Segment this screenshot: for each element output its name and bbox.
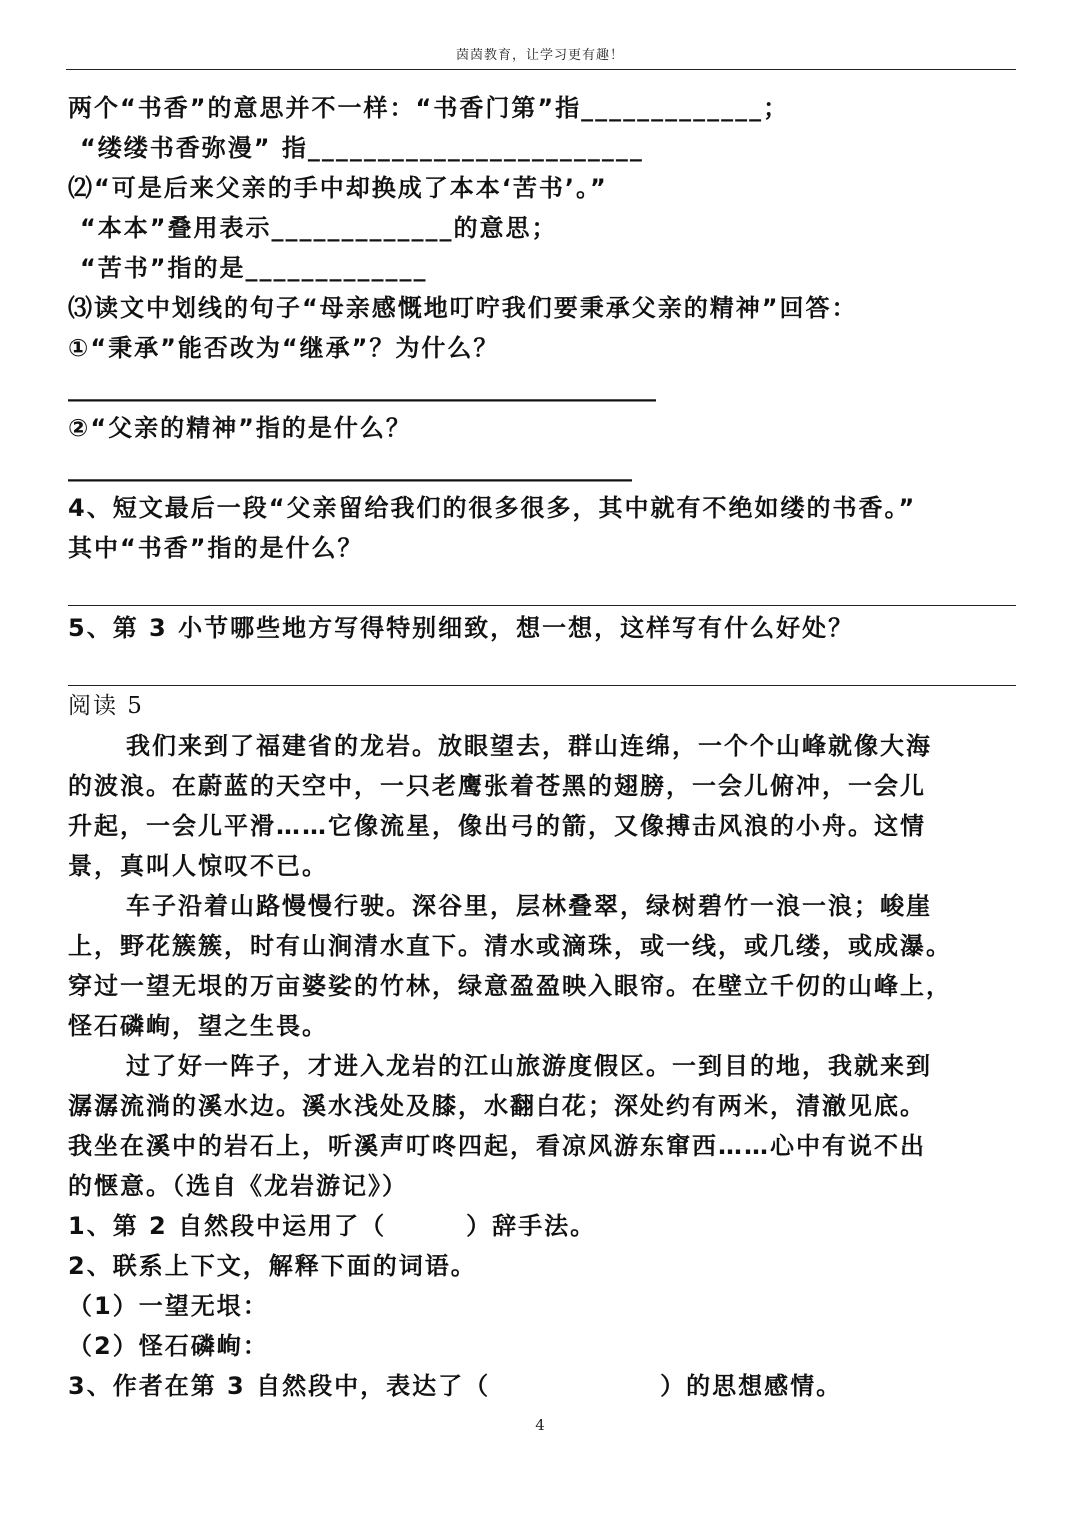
answer-blank[interactable]: ________________________ xyxy=(307,134,644,162)
passage-line: 怪石磷峋，望之生畏。 xyxy=(68,1012,328,1040)
question-line: ⑵“可是后来父亲的手中却换成了本本‘苦书’。” xyxy=(68,174,608,202)
passage-line: 我们来到了福建省的龙岩。放眼望去，群山连绵，一个个山峰就像大海 xyxy=(126,732,932,760)
question-line: （1）一望无垠： xyxy=(68,1292,269,1320)
reading-title: 阅读 5 xyxy=(68,693,144,719)
passage-line: 升起，一会儿平滑……它像流星，像出弓的箭，又像搏击风浪的小舟。这情 xyxy=(68,812,926,840)
question-line: ②“父亲的精神”指的是什么？ xyxy=(68,414,412,442)
passage-line: 的惬意。（选自《龙岩游记》） xyxy=(68,1172,408,1200)
passage-line: 的波浪。在蔚蓝的天空中，一只老鹰张着苍黑的翅膀，一会儿俯冲，一会儿 xyxy=(68,772,926,800)
question-line: （2）怪石磷峋： xyxy=(68,1332,269,1360)
question-line: 两个“书香”的意思并不一样：“书香门第”指_____________； xyxy=(68,94,790,122)
passage-line: 穿过一望无垠的万亩婆娑的竹林，绿意盈盈映入眼帘。在壁立千仞的山峰上， xyxy=(68,972,952,1000)
page-header: 茵茵教育，让学习更有趣！ xyxy=(455,48,624,63)
question-line: 1、第 2 自然段中运用了（ ）辞手法。 xyxy=(68,1212,597,1240)
worksheet-content xyxy=(68,88,1018,1406)
passage-line: 潺潺流淌的溪水边。溪水浅处及膝，水翻白花；深处约有两米，清澈见底。 xyxy=(68,1092,926,1120)
question-line: “苦书”指的是_____________ xyxy=(80,254,428,282)
question-line: 2、联系上下文，解释下面的词语。 xyxy=(68,1252,477,1280)
passage-line: 车子沿着山路慢慢行驶。深谷里，层林叠翠，绿树碧竹一浪一浪；峻崖 xyxy=(126,892,932,920)
question-line: “本本”叠用表示_____________的意思； xyxy=(80,214,558,242)
passage-line: 景，真叫人惊叹不已。 xyxy=(68,852,328,880)
question-line: ⑶读文中划线的句子“母亲感慨地叮咛我们要秉承父亲的精神”回答： xyxy=(68,294,858,322)
page-number: 4 xyxy=(535,1416,545,1434)
passage-line: 上，野花簇簇，时有山涧清水直下。清水或滴珠，或一线，或几缕，或成瀑。 xyxy=(68,932,952,960)
passage-line: 过了好一阵子，才进入龙岩的江山旅游度假区。一到目的地，我就来到 xyxy=(126,1052,932,1080)
question-line: 4、短文最后一段“父亲留给我们的很多很多，其中就有不绝如缕的书香。” xyxy=(68,494,917,522)
answer-rule[interactable] xyxy=(68,605,1016,606)
header-divider xyxy=(66,69,1016,70)
question-line: 5、第 3 小节哪些地方写得特别细致，想一想，这样写有什么好处？ xyxy=(68,614,855,642)
answer-line[interactable]: _______________________________________________ xyxy=(68,454,632,482)
question-line: 3、作者在第 3 自然段中，表达了（ ）的思想感情。 xyxy=(68,1372,843,1400)
answer-line[interactable]: _________________________________________________ xyxy=(68,374,656,402)
answer-blank[interactable]: _____________ xyxy=(245,254,428,282)
answer-blank[interactable]: _____________； xyxy=(581,94,790,122)
question-line: “缕缕书香弥漫” 指________________________ xyxy=(80,134,644,162)
passage-line: 我坐在溪中的岩石上，听溪声叮咚四起，看凉风游东窜西……心中有说不出 xyxy=(68,1132,926,1160)
question-line: 其中“书香”指的是什么？ xyxy=(68,534,364,562)
question-line: ①“秉承”能否改为“继承”？为什么？ xyxy=(68,334,500,362)
answer-blank[interactable]: _____________ xyxy=(271,214,454,242)
